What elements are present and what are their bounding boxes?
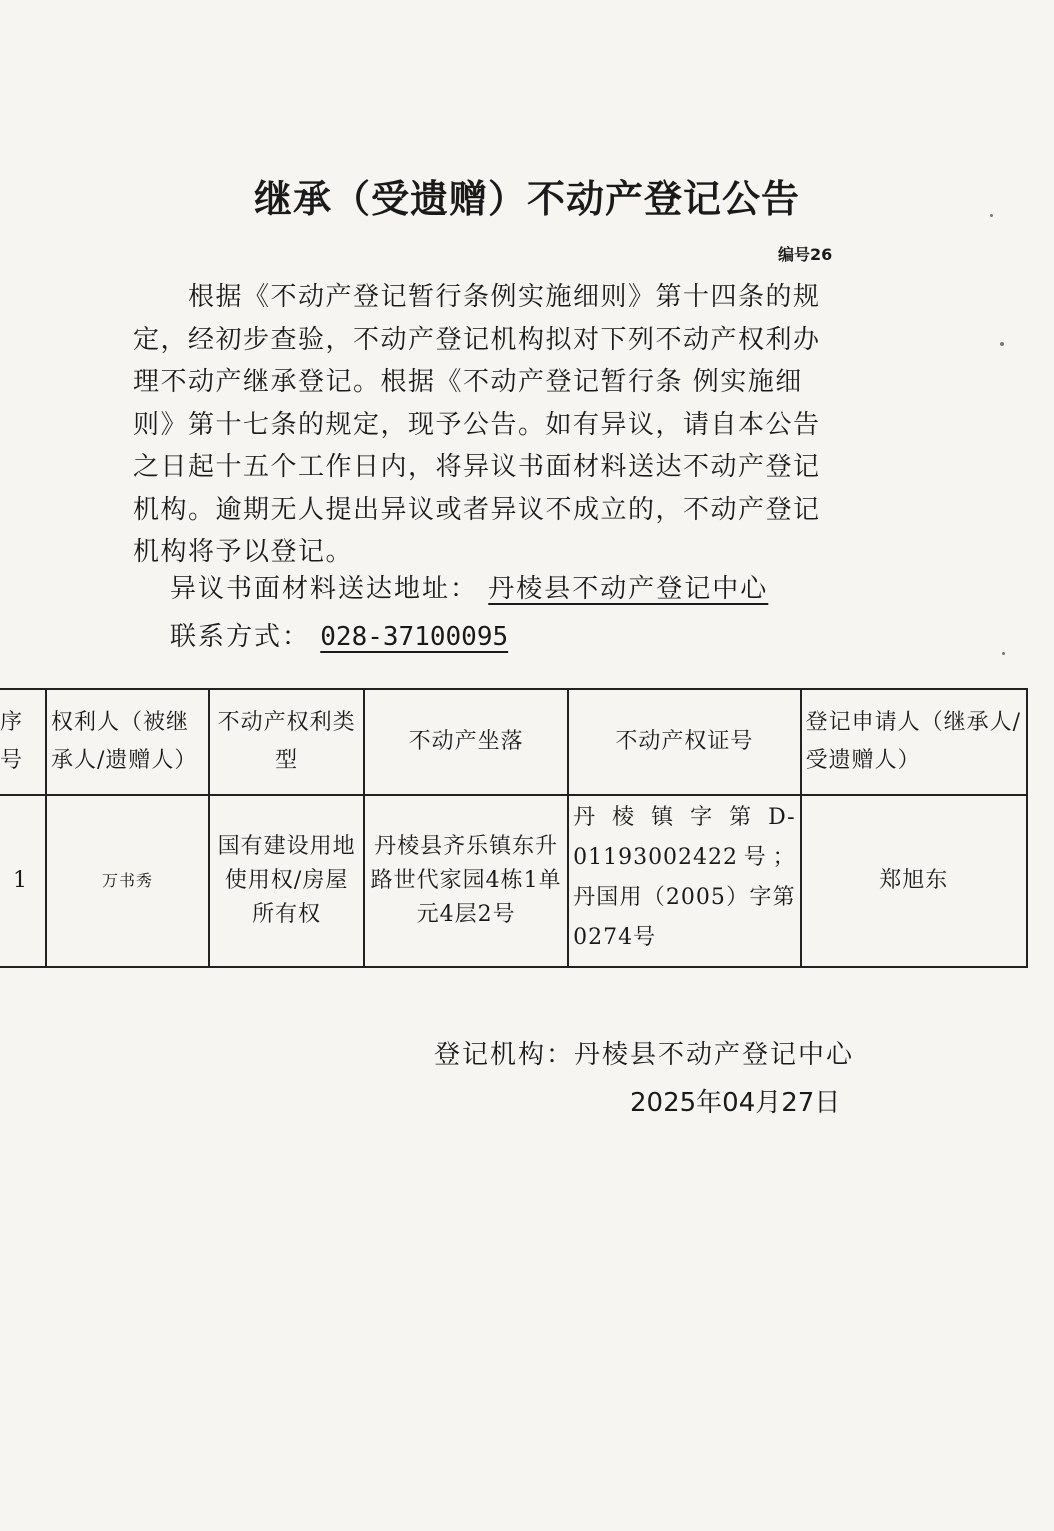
header-holder: 权利人（被继承人/遗赠人） <box>46 689 209 795</box>
objection-address-value: 丹棱县不动产登记中心 <box>488 574 769 604</box>
header-right-type: 不动产权利类型 <box>209 689 364 795</box>
header-seq: 序号 <box>0 689 46 795</box>
registration-table <box>0 688 1028 968</box>
cell-seq: 1 <box>0 795 46 967</box>
table-row <box>0 795 1027 967</box>
cell-holder: 万书秀 <box>46 795 209 967</box>
notice-title: 继承（受遗赠）不动产登记公告 <box>253 177 800 221</box>
registration-agency <box>434 1034 854 1071</box>
body-line: 根据《不动产登记暂行条例实施细则》第十四条的规 <box>133 282 821 312</box>
body-line: 则》第十七条的规定，现予公告。如有异议，请自本公告 <box>133 409 821 440</box>
objection-address-field <box>170 568 768 605</box>
objection-address-label: 异议书面材料送达地址： <box>170 574 479 604</box>
cell-cert-no: 丹棱镇字第D-01193002422号；丹国用（2005）字第0274号 <box>568 795 801 967</box>
contact-field <box>170 616 508 653</box>
contact-label: 联系方式： <box>170 622 311 652</box>
cell-location: 丹棱县齐乐镇东升路世代家园4栋1单元4层2号 <box>364 795 568 967</box>
scan-speck <box>990 214 993 217</box>
agency-label: 登记机构： <box>434 1040 575 1070</box>
document-number: 编号26 <box>778 245 833 264</box>
contact-phone: 028-37100095 <box>320 622 509 652</box>
notice-date: 2025年04月27日 <box>630 1088 841 1118</box>
scan-speck <box>1000 342 1004 346</box>
notice-body <box>133 276 901 574</box>
body-line: 机构将予以登记。 <box>133 537 354 567</box>
header-location: 不动产坐落 <box>364 689 568 795</box>
table-header-row <box>0 689 1027 795</box>
body-line: 之日起十五个工作日内，将异议书面材料送达不动产登记 <box>133 452 821 482</box>
header-applicant: 登记申请人（继承人/受遗赠人） <box>801 689 1027 795</box>
body-line: 定，经初步查验，不动产登记机构拟对下列不动产权利办 <box>133 324 821 355</box>
header-cert-no: 不动产权证号 <box>568 689 801 795</box>
cell-right-type: 国有建设用地使用权/房屋所有权 <box>209 795 364 967</box>
scan-speck <box>1002 652 1005 655</box>
cell-applicant: 郑旭东 <box>801 795 1027 967</box>
agency-value: 丹棱县不动产登记中心 <box>574 1040 855 1070</box>
body-line: 理不动产继承登记。根据《不动产登记暂行条 例实施细 <box>133 367 803 397</box>
body-line: 机构。逾期无人提出异议或者异议不成立的，不动产登记 <box>133 494 821 525</box>
